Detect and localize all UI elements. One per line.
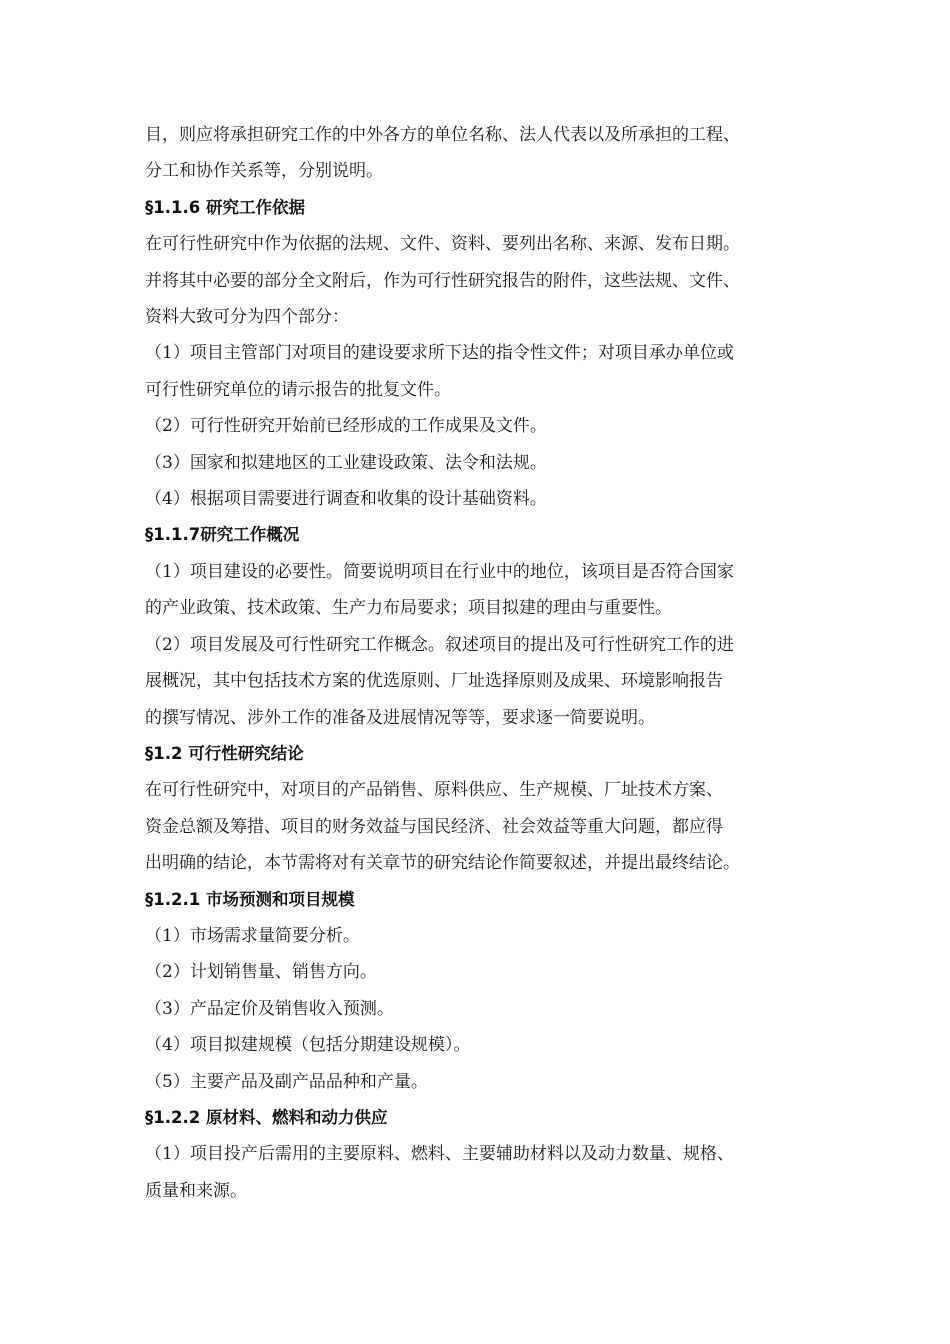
list-item: （1）项目建设的必要性。简要说明项目在行业中的地位，该项目是否符合国家 [145, 561, 734, 582]
list-item-continuation: 质量和来源。 [145, 1180, 247, 1201]
body-line: 分工和协作关系等，分别说明。 [145, 161, 383, 182]
list-item: （3）国家和拟建地区的工业建设政策、法令和法规。 [145, 452, 547, 473]
list-item: （4）项目拟建规模（包括分期建设规模）。 [145, 1035, 471, 1056]
list-item: （3）产品定价及销售收入预测。 [145, 998, 394, 1019]
list-item: （2）可行性研究开始前已经形成的工作成果及文件。 [145, 416, 547, 437]
list-item: （1）市场需求量简要分析。 [145, 925, 360, 946]
list-item-continuation: 可行性研究单位的请示报告的批复文件。 [145, 379, 451, 400]
body-line: 在可行性研究中作为依据的法规、文件、资料、要列出名称、来源、发布日期。 [145, 234, 740, 255]
body-line: 在可行性研究中，对项目的产品销售、原料供应、生产规模、厂址技术方案、 [145, 780, 723, 801]
body-line: 资金总额及筹措、项目的财务效益与国民经济、社会效益等重大问题，都应得 [145, 816, 723, 837]
body-line: 并将其中必要的部分全文附后，作为可行性研究报告的附件，这些法规、文件、 [145, 270, 740, 291]
list-item-continuation: 的撰写情况、涉外工作的准备及进展情况等等，要求逐一简要说明。 [145, 707, 655, 728]
list-item: （1）项目主管部门对项目的建设要求所下达的指令性文件；对项目承办单位或 [145, 343, 734, 364]
list-item-continuation: 展概况，其中包括技术方案的优选原则、厂址选择原则及成果、环境影响报告 [145, 671, 723, 692]
list-item: （4）根据项目需要进行调查和收集的设计基础资料。 [145, 489, 547, 510]
section-heading-1-1-6: §1.1.6 研究工作依据 [145, 197, 305, 217]
section-heading-1-2-2: §1.2.2 原材料、燃料和动力供应 [145, 1107, 388, 1127]
section-heading-1-2: §1.2 可行性研究结论 [145, 743, 304, 763]
section-heading-1-1-7: §1.1.7研究工作概况 [145, 525, 300, 545]
body-line: 资料大致可分为四个部分： [145, 307, 349, 328]
body-line: 目，则应将承担研究工作的中外各方的单位名称、法人代表以及所承担的工程、 [145, 125, 740, 145]
list-item: （1）项目投产后需用的主要原料、燃料、主要辅助材料以及动力数量、规格、 [145, 1144, 734, 1165]
list-item: （2）项目发展及可行性研究工作概念。叙述项目的提出及可行性研究工作的进 [145, 634, 734, 655]
list-item: （2）计划销售量、销售方向。 [145, 962, 377, 983]
document-page [145, 117, 810, 1209]
list-item: （5）主要产品及副产品品种和产量。 [145, 1071, 428, 1092]
section-heading-1-2-1: §1.2.1 市场预测和项目规模 [145, 889, 355, 909]
body-line: 出明确的结论，本节需将对有关章节的研究结论作简要叙述，并提出最终结论。 [145, 853, 740, 874]
list-item-continuation: 的产业政策、技术政策、生产力布局要求；项目拟建的理由与重要性。 [145, 598, 672, 619]
